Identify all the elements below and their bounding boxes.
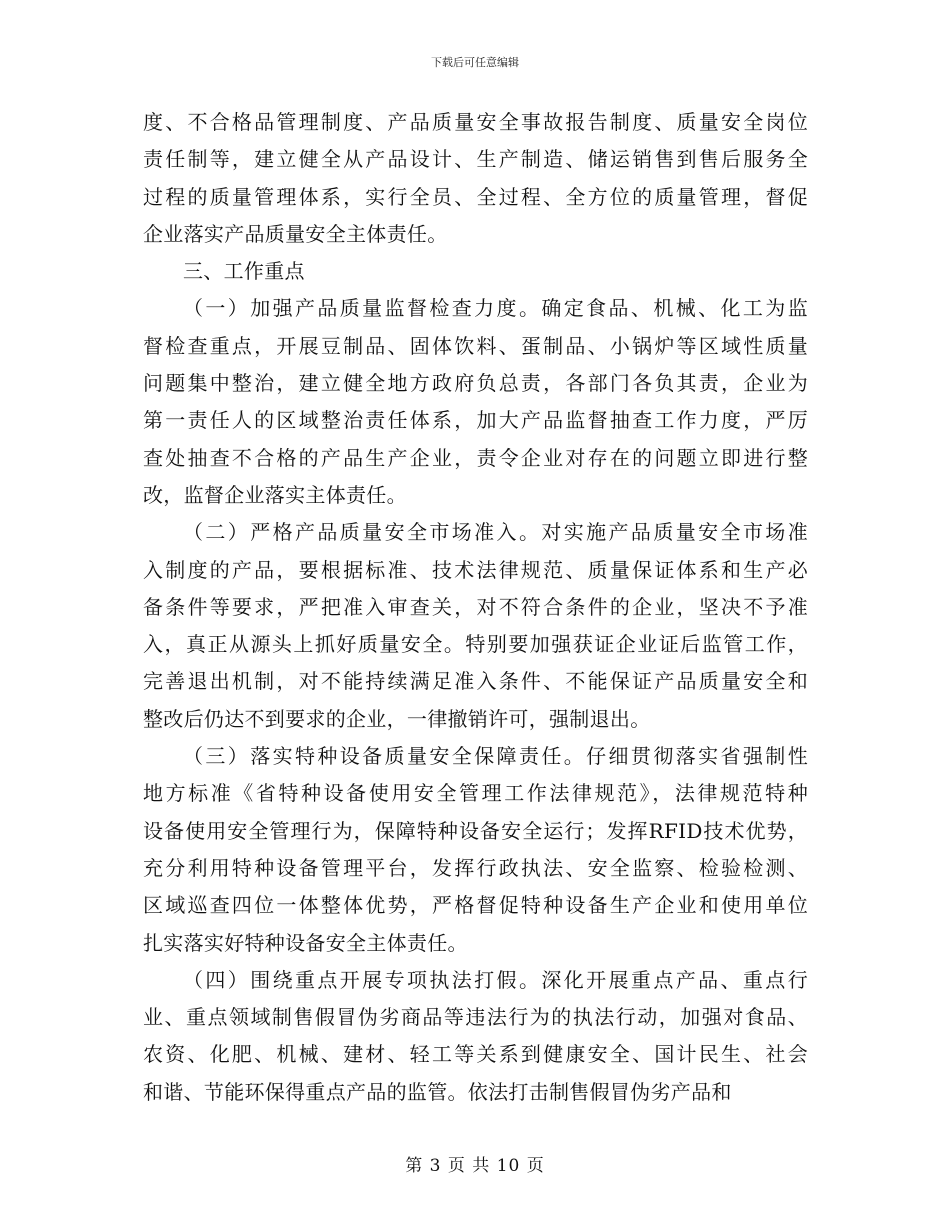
text-line: 整改后仍达不到要求的企业，一律撤销许可，强制退出。 [143, 706, 651, 731]
text-line: 问题集中整治，建立健全地方政府负总责，各部门各负其责，企业为 [143, 371, 808, 396]
text-line: 和谐、节能环保得重点产品的监管。依法打击制售假冒伪劣产品和 [143, 1079, 732, 1104]
text-line: 业、重点领域制售假冒伪劣商品等违法行为的执法行动，加强对食品、 [143, 1005, 808, 1030]
page-footer: 第 3 页 共 10 页 [405, 1156, 545, 1176]
document-body [143, 104, 808, 1111]
text-line: 责任制等，建立健全从产品设计、生产制造、储运销售到售后服务全 [143, 147, 808, 172]
text-line: 备条件等要求，严把准入审查关，对不符合条件的企业，坚决不予准 [143, 594, 808, 619]
text-line: 过程的质量管理体系，实行全员、全过程、全方位的质量管理，督促 [143, 184, 808, 209]
text-line: 改，监督企业落实主体责任。 [143, 482, 407, 507]
text-line: （二）严格产品质量安全市场准入。对实施产品质量安全市场准 [183, 520, 808, 545]
text-line: 扎实落实好特种设备安全主体责任。 [143, 930, 468, 955]
text-line: 完善退出机制，对不能持续满足准入条件、不能保证产品质量安全和 [143, 669, 808, 694]
text-line: 查处抽查不合格的产品生产企业，责令企业对存在的问题立即进行整 [143, 445, 808, 470]
text-line: 第一责任人的区域整治责任体系，加大产品监督抽查工作力度，严厉 [143, 408, 808, 433]
text-line: 督检查重点，开展豆制品、固体饮料、蛋制品、小锅炉等区域性质量 [143, 333, 808, 358]
text-line: 充分利用特种设备管理平台，发挥行政执法、安全监察、检验检测、 [143, 855, 808, 880]
text-line: 地方标准《省特种设备使用安全管理工作法律规范》，法律规范特种 [143, 781, 808, 806]
text-line: 入，真正从源头上抓好质量安全。特别要加强获证企业证后监管工作， [143, 632, 808, 657]
text-line: 入制度的产品，要根据标准、技术法律规范、质量保证体系和生产必 [143, 557, 808, 582]
text-line: 度、不合格品管理制度、产品质量安全事故报告制度、质量安全岗位 [143, 110, 808, 134]
page-header: 下载后可任意编辑 [431, 56, 519, 69]
text-line: 农资、化肥、机械、建材、轻工等关系到健康安全、国计民生、社会 [143, 1042, 808, 1067]
text-line: 设备使用安全管理行为，保障特种设备安全运行；发挥RFID技术优势， [143, 818, 808, 843]
text-line: 三、工作重点 [183, 259, 305, 284]
text-line: （四）围绕重点开展专项执法打假。深化开展重点产品、重点行 [183, 967, 808, 992]
text-line: （三）落实特种设备质量安全保障责任。仔细贯彻落实省强制性 [183, 744, 808, 769]
text-line: 区域巡查四位一体整体优势，严格督促特种设备生产企业和使用单位 [143, 893, 808, 918]
text-line: 企业落实产品质量安全主体责任。 [143, 221, 448, 246]
text-line: （一）加强产品质量监督检查力度。确定食品、机械、化工为监 [183, 296, 808, 321]
